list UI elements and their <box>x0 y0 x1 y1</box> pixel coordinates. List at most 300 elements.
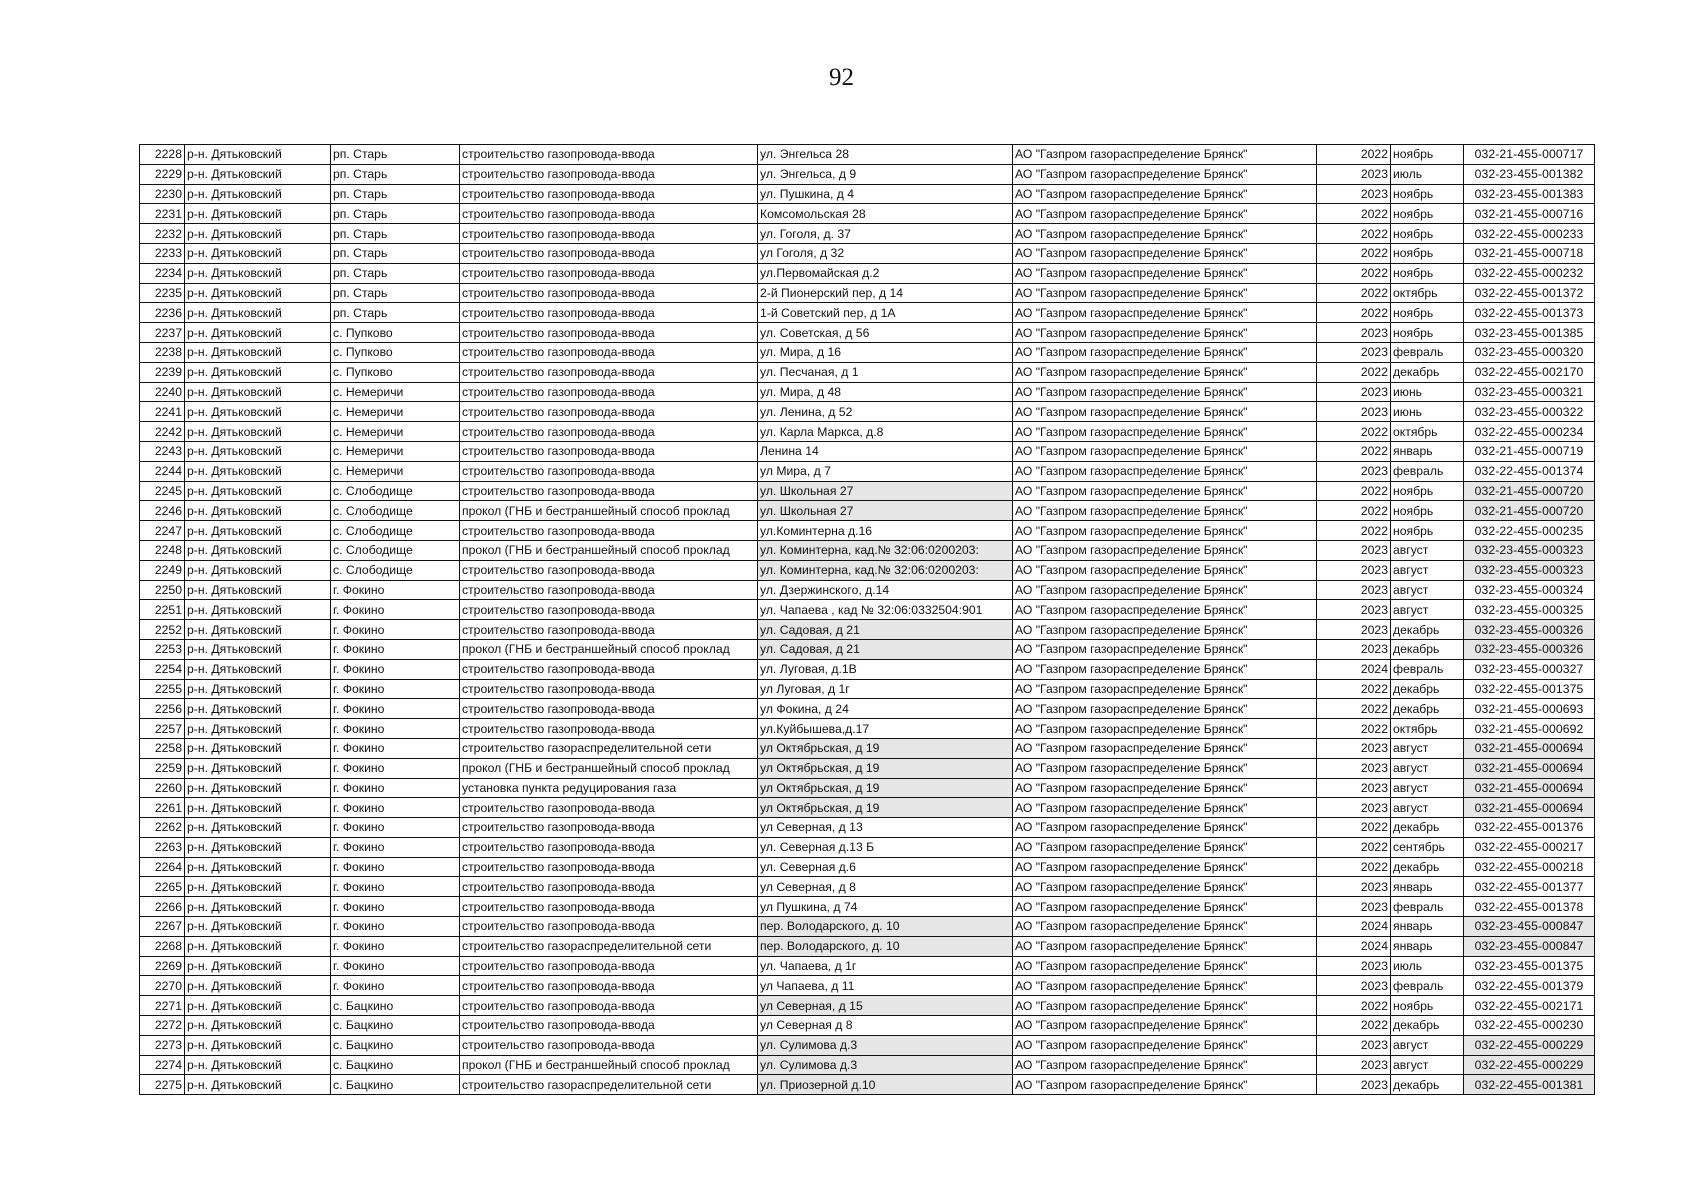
month-cell: декабрь <box>1391 699 1464 719</box>
month-cell: ноябрь <box>1391 521 1464 541</box>
district-cell: р-н. Дятьковский <box>185 758 331 778</box>
district-cell: р-н. Дятьковский <box>185 540 331 560</box>
district-cell: р-н. Дятьковский <box>185 560 331 580</box>
month-cell: октябрь <box>1391 422 1464 442</box>
month-cell: ноябрь <box>1391 501 1464 521</box>
locality-cell: рп. Старь <box>331 204 460 224</box>
year-cell: 2023 <box>1317 956 1391 976</box>
work-type-cell: строительство газопровода-ввода <box>460 679 758 699</box>
year-cell: 2023 <box>1317 778 1391 798</box>
locality-cell: г. Фокино <box>331 936 460 956</box>
locality-cell: с. Немеричи <box>331 402 460 422</box>
organization-cell: АО "Газпром газораспределение Брянск" <box>1013 877 1317 897</box>
district-cell: р-н. Дятьковский <box>185 323 331 343</box>
locality-cell: г. Фокино <box>331 837 460 857</box>
month-cell: август <box>1391 778 1464 798</box>
gas-works-table <box>139 144 1595 1095</box>
month-cell: декабрь <box>1391 620 1464 640</box>
locality-cell: с. Бацкино <box>331 1055 460 1075</box>
table-row <box>140 303 1595 323</box>
organization-cell: АО "Газпром газораспределение Брянск" <box>1013 263 1317 283</box>
address-cell: ул. Гоголя, д. 37 <box>758 224 1013 244</box>
work-type-cell: строительство газопровода-ввода <box>460 620 758 640</box>
organization-cell: АО "Газпром газораспределение Брянск" <box>1013 481 1317 501</box>
district-cell: р-н. Дятьковский <box>185 897 331 917</box>
work-type-cell: строительство газопровода-ввода <box>460 600 758 620</box>
table-row <box>140 323 1595 343</box>
year-cell: 2023 <box>1317 976 1391 996</box>
district-cell: р-н. Дятьковский <box>185 620 331 640</box>
locality-cell: с. Слободище <box>331 540 460 560</box>
month-cell: ноябрь <box>1391 145 1464 165</box>
month-cell: февраль <box>1391 897 1464 917</box>
locality-cell: с. Слободище <box>331 481 460 501</box>
work-type-cell: строительство газопровода-ввода <box>460 917 758 937</box>
row-number-cell: 2248 <box>140 540 185 560</box>
registry-code-cell: 032-22-455-001379 <box>1464 976 1595 996</box>
row-number-cell: 2256 <box>140 699 185 719</box>
address-cell: 1-й Советский пер, д 1А <box>758 303 1013 323</box>
table-row <box>140 738 1595 758</box>
organization-cell: АО "Газпром газораспределение Брянск" <box>1013 956 1317 976</box>
locality-cell: рп. Старь <box>331 243 460 263</box>
registry-code-cell: 032-23-455-000321 <box>1464 382 1595 402</box>
month-cell: август <box>1391 540 1464 560</box>
month-cell: декабрь <box>1391 362 1464 382</box>
table-row <box>140 184 1595 204</box>
address-cell: ул. Энгельса 28 <box>758 145 1013 165</box>
registry-code-cell: 032-21-455-000719 <box>1464 441 1595 461</box>
address-cell: ул. Песчаная, д 1 <box>758 362 1013 382</box>
organization-cell: АО "Газпром газораспределение Брянск" <box>1013 620 1317 640</box>
locality-cell: г. Фокино <box>331 798 460 818</box>
address-cell: ул. Чапаева, д 1г <box>758 956 1013 976</box>
organization-cell: АО "Газпром газораспределение Брянск" <box>1013 580 1317 600</box>
organization-cell: АО "Газпром газораспределение Брянск" <box>1013 204 1317 224</box>
locality-cell: с. Бацкино <box>331 996 460 1016</box>
locality-cell: рп. Старь <box>331 263 460 283</box>
registry-code-cell: 032-21-455-000720 <box>1464 501 1595 521</box>
row-number-cell: 2264 <box>140 857 185 877</box>
district-cell: р-н. Дятьковский <box>185 917 331 937</box>
registry-code-cell: 032-22-455-000218 <box>1464 857 1595 877</box>
address-cell: Ленина 14 <box>758 441 1013 461</box>
table-row <box>140 164 1595 184</box>
district-cell: р-н. Дятьковский <box>185 639 331 659</box>
address-cell: ул Луговая, д 1г <box>758 679 1013 699</box>
work-type-cell: прокол (ГНБ и бестраншейный способ проклад <box>460 501 758 521</box>
table-row <box>140 362 1595 382</box>
row-number-cell: 2272 <box>140 1016 185 1036</box>
year-cell: 2022 <box>1317 481 1391 501</box>
district-cell: р-н. Дятьковский <box>185 342 331 362</box>
organization-cell: АО "Газпром газораспределение Брянск" <box>1013 936 1317 956</box>
year-cell: 2022 <box>1317 224 1391 244</box>
row-number-cell: 2238 <box>140 342 185 362</box>
district-cell: р-н. Дятьковский <box>185 857 331 877</box>
month-cell: ноябрь <box>1391 323 1464 343</box>
month-cell: август <box>1391 798 1464 818</box>
organization-cell: АО "Газпром газораспределение Брянск" <box>1013 422 1317 442</box>
locality-cell: г. Фокино <box>331 659 460 679</box>
district-cell: р-н. Дятьковский <box>185 1055 331 1075</box>
locality-cell: с. Слободище <box>331 560 460 580</box>
month-cell: ноябрь <box>1391 184 1464 204</box>
organization-cell: АО "Газпром газораспределение Брянск" <box>1013 758 1317 778</box>
year-cell: 2023 <box>1317 560 1391 580</box>
year-cell: 2023 <box>1317 184 1391 204</box>
row-number-cell: 2268 <box>140 936 185 956</box>
row-number-cell: 2235 <box>140 283 185 303</box>
district-cell: р-н. Дятьковский <box>185 580 331 600</box>
row-number-cell: 2252 <box>140 620 185 640</box>
registry-code-cell: 032-23-455-000847 <box>1464 917 1595 937</box>
month-cell: август <box>1391 1055 1464 1075</box>
registry-code-cell: 032-22-455-000232 <box>1464 263 1595 283</box>
work-type-cell: строительство газопровода-ввода <box>460 659 758 679</box>
work-type-cell: строительство газопровода-ввода <box>460 402 758 422</box>
month-cell: декабрь <box>1391 857 1464 877</box>
row-number-cell: 2249 <box>140 560 185 580</box>
organization-cell: АО "Газпром газораспределение Брянск" <box>1013 738 1317 758</box>
year-cell: 2023 <box>1317 1055 1391 1075</box>
month-cell: ноябрь <box>1391 224 1464 244</box>
registry-code-cell: 032-23-455-000326 <box>1464 620 1595 640</box>
organization-cell: АО "Газпром газораспределение Брянск" <box>1013 996 1317 1016</box>
locality-cell: г. Фокино <box>331 857 460 877</box>
row-number-cell: 2233 <box>140 243 185 263</box>
organization-cell: АО "Газпром газораспределение Брянск" <box>1013 976 1317 996</box>
registry-code-cell: 032-23-455-001385 <box>1464 323 1595 343</box>
table-row <box>140 917 1595 937</box>
work-type-cell: строительство газопровода-ввода <box>460 263 758 283</box>
year-cell: 2022 <box>1317 837 1391 857</box>
organization-cell: АО "Газпром газораспределение Брянск" <box>1013 1075 1317 1095</box>
address-cell: ул Пушкина, д 74 <box>758 897 1013 917</box>
address-cell: ул. Школьная 27 <box>758 481 1013 501</box>
district-cell: р-н. Дятьковский <box>185 976 331 996</box>
address-cell: ул Гоголя, д 32 <box>758 243 1013 263</box>
year-cell: 2022 <box>1317 263 1391 283</box>
address-cell: ул. Школьная 27 <box>758 501 1013 521</box>
row-number-cell: 2253 <box>140 639 185 659</box>
year-cell: 2023 <box>1317 877 1391 897</box>
row-number-cell: 2250 <box>140 580 185 600</box>
row-number-cell: 2267 <box>140 917 185 937</box>
table-row <box>140 461 1595 481</box>
year-cell: 2023 <box>1317 382 1391 402</box>
locality-cell: рп. Старь <box>331 224 460 244</box>
work-type-cell: строительство газопровода-ввода <box>460 145 758 165</box>
row-number-cell: 2275 <box>140 1075 185 1095</box>
organization-cell: АО "Газпром газораспределение Брянск" <box>1013 441 1317 461</box>
address-cell: ул Северная, д 15 <box>758 996 1013 1016</box>
month-cell: февраль <box>1391 461 1464 481</box>
row-number-cell: 2240 <box>140 382 185 402</box>
locality-cell: г. Фокино <box>331 818 460 838</box>
work-type-cell: строительство газопровода-ввода <box>460 877 758 897</box>
address-cell: ул. Сулимова д.3 <box>758 1055 1013 1075</box>
table-row <box>140 620 1595 640</box>
year-cell: 2022 <box>1317 283 1391 303</box>
month-cell: ноябрь <box>1391 996 1464 1016</box>
year-cell: 2022 <box>1317 362 1391 382</box>
work-type-cell: строительство газопровода-ввода <box>460 382 758 402</box>
table-row <box>140 699 1595 719</box>
registry-code-cell: 032-21-455-000692 <box>1464 719 1595 739</box>
month-cell: февраль <box>1391 976 1464 996</box>
month-cell: август <box>1391 738 1464 758</box>
organization-cell: АО "Газпром газораспределение Брянск" <box>1013 184 1317 204</box>
table-row <box>140 204 1595 224</box>
address-cell: ул Фокина, д 24 <box>758 699 1013 719</box>
locality-cell: г. Фокино <box>331 719 460 739</box>
work-type-cell: прокол (ГНБ и бестраншейный способ проклад <box>460 540 758 560</box>
work-type-cell: строительство газопровода-ввода <box>460 580 758 600</box>
district-cell: р-н. Дятьковский <box>185 956 331 976</box>
row-number-cell: 2251 <box>140 600 185 620</box>
registry-code-cell: 032-22-455-001377 <box>1464 877 1595 897</box>
organization-cell: АО "Газпром газораспределение Брянск" <box>1013 600 1317 620</box>
district-cell: р-н. Дятьковский <box>185 461 331 481</box>
address-cell: ул. Коминтерна, кад.№ 32:06:0200203: <box>758 540 1013 560</box>
row-number-cell: 2257 <box>140 719 185 739</box>
registry-code-cell: 032-23-455-000327 <box>1464 659 1595 679</box>
organization-cell: АО "Газпром газораспределение Брянск" <box>1013 540 1317 560</box>
table-row <box>140 1075 1595 1095</box>
row-number-cell: 2236 <box>140 303 185 323</box>
work-type-cell: строительство газопровода-ввода <box>460 798 758 818</box>
locality-cell: г. Фокино <box>331 580 460 600</box>
address-cell: ул.Коминтерна д.16 <box>758 521 1013 541</box>
table-row <box>140 1055 1595 1075</box>
row-number-cell: 2230 <box>140 184 185 204</box>
registry-code-cell: 032-22-455-002171 <box>1464 996 1595 1016</box>
month-cell: февраль <box>1391 342 1464 362</box>
district-cell: р-н. Дятьковский <box>185 936 331 956</box>
address-cell: ул. Садовая, д 21 <box>758 620 1013 640</box>
work-type-cell: строительство газопровода-ввода <box>460 897 758 917</box>
table-row <box>140 560 1595 580</box>
registry-code-cell: 032-21-455-000694 <box>1464 798 1595 818</box>
organization-cell: АО "Газпром газораспределение Брянск" <box>1013 679 1317 699</box>
work-type-cell: строительство газопровода-ввода <box>460 521 758 541</box>
registry-code-cell: 032-22-455-001376 <box>1464 818 1595 838</box>
organization-cell: АО "Газпром газораспределение Брянск" <box>1013 897 1317 917</box>
year-cell: 2023 <box>1317 738 1391 758</box>
registry-code-cell: 032-21-455-000694 <box>1464 758 1595 778</box>
locality-cell: с. Немеричи <box>331 422 460 442</box>
year-cell: 2024 <box>1317 917 1391 937</box>
organization-cell: АО "Газпром газораспределение Брянск" <box>1013 778 1317 798</box>
month-cell: ноябрь <box>1391 204 1464 224</box>
registry-code-cell: 032-22-455-000229 <box>1464 1035 1595 1055</box>
organization-cell: АО "Газпром газораспределение Брянск" <box>1013 818 1317 838</box>
address-cell: ул. Садовая, д 21 <box>758 639 1013 659</box>
registry-code-cell: 032-22-455-000230 <box>1464 1016 1595 1036</box>
locality-cell: с. Бацкино <box>331 1075 460 1095</box>
district-cell: р-н. Дятьковский <box>185 441 331 461</box>
table-row <box>140 283 1595 303</box>
year-cell: 2023 <box>1317 540 1391 560</box>
address-cell: ул Октябрьская, д 19 <box>758 798 1013 818</box>
work-type-cell: строительство газопровода-ввода <box>460 1016 758 1036</box>
district-cell: р-н. Дятьковский <box>185 263 331 283</box>
organization-cell: АО "Газпром газораспределение Брянск" <box>1013 342 1317 362</box>
row-number-cell: 2263 <box>140 837 185 857</box>
registry-code-cell: 032-23-455-000323 <box>1464 540 1595 560</box>
work-type-cell: строительство газопровода-ввода <box>460 976 758 996</box>
work-type-cell: прокол (ГНБ и бестраншейный способ проклад <box>460 758 758 778</box>
row-number-cell: 2232 <box>140 224 185 244</box>
organization-cell: АО "Газпром газораспределение Брянск" <box>1013 501 1317 521</box>
address-cell: ул Октябрьская, д 19 <box>758 738 1013 758</box>
address-cell: ул. Пушкина, д 4 <box>758 184 1013 204</box>
row-number-cell: 2247 <box>140 521 185 541</box>
work-type-cell: строительство газораспределительной сети <box>460 936 758 956</box>
month-cell: июнь <box>1391 402 1464 422</box>
registry-code-cell: 032-22-455-000229 <box>1464 1055 1595 1075</box>
organization-cell: АО "Газпром газораспределение Брянск" <box>1013 243 1317 263</box>
address-cell: Комсомольская 28 <box>758 204 1013 224</box>
year-cell: 2022 <box>1317 679 1391 699</box>
row-number-cell: 2261 <box>140 798 185 818</box>
district-cell: р-н. Дятьковский <box>185 818 331 838</box>
district-cell: р-н. Дятьковский <box>185 1035 331 1055</box>
address-cell: ул Северная, д 8 <box>758 877 1013 897</box>
table-row <box>140 719 1595 739</box>
district-cell: р-н. Дятьковский <box>185 303 331 323</box>
table-row <box>140 976 1595 996</box>
locality-cell: с. Слободище <box>331 521 460 541</box>
district-cell: р-н. Дятьковский <box>185 243 331 263</box>
work-type-cell: строительство газопровода-ввода <box>460 481 758 501</box>
work-type-cell: прокол (ГНБ и бестраншейный способ проклад <box>460 1055 758 1075</box>
work-type-cell: строительство газопровода-ввода <box>460 164 758 184</box>
work-type-cell: строительство газораспределительной сети <box>460 1075 758 1095</box>
row-number-cell: 2273 <box>140 1035 185 1055</box>
row-number-cell: 2265 <box>140 877 185 897</box>
table-row <box>140 996 1595 1016</box>
district-cell: р-н. Дятьковский <box>185 521 331 541</box>
year-cell: 2022 <box>1317 719 1391 739</box>
organization-cell: АО "Газпром газораспределение Брянск" <box>1013 164 1317 184</box>
district-cell: р-н. Дятьковский <box>185 145 331 165</box>
district-cell: р-н. Дятьковский <box>185 659 331 679</box>
address-cell: ул. Приозерной д.10 <box>758 1075 1013 1095</box>
locality-cell: г. Фокино <box>331 976 460 996</box>
month-cell: декабрь <box>1391 679 1464 699</box>
work-type-cell: строительство газопровода-ввода <box>460 224 758 244</box>
district-cell: р-н. Дятьковский <box>185 184 331 204</box>
row-number-cell: 2259 <box>140 758 185 778</box>
month-cell: январь <box>1391 877 1464 897</box>
address-cell: ул. Дзержинского, д.14 <box>758 580 1013 600</box>
registry-code-cell: 032-21-455-000720 <box>1464 481 1595 501</box>
year-cell: 2023 <box>1317 798 1391 818</box>
locality-cell: г. Фокино <box>331 956 460 976</box>
table-row <box>140 837 1595 857</box>
row-number-cell: 2258 <box>140 738 185 758</box>
district-cell: р-н. Дятьковский <box>185 600 331 620</box>
table-row <box>140 798 1595 818</box>
row-number-cell: 2244 <box>140 461 185 481</box>
table-row <box>140 600 1595 620</box>
locality-cell: рп. Старь <box>331 283 460 303</box>
registry-code-cell: 032-21-455-000694 <box>1464 738 1595 758</box>
locality-cell: с. Немеричи <box>331 461 460 481</box>
table-row <box>140 877 1595 897</box>
address-cell: ул Чапаева, д 11 <box>758 976 1013 996</box>
organization-cell: АО "Газпром газораспределение Брянск" <box>1013 382 1317 402</box>
year-cell: 2023 <box>1317 1075 1391 1095</box>
registry-code-cell: 032-22-455-001372 <box>1464 283 1595 303</box>
registry-code-cell: 032-22-455-001373 <box>1464 303 1595 323</box>
address-cell: ул. Чапаева , кад № 32:06:0332504:901 <box>758 600 1013 620</box>
year-cell: 2022 <box>1317 501 1391 521</box>
work-type-cell: строительство газопровода-ввода <box>460 837 758 857</box>
work-type-cell: строительство газопровода-ввода <box>460 719 758 739</box>
district-cell: р-н. Дятьковский <box>185 362 331 382</box>
row-number-cell: 2271 <box>140 996 185 1016</box>
month-cell: ноябрь <box>1391 303 1464 323</box>
table-row <box>140 897 1595 917</box>
year-cell: 2022 <box>1317 303 1391 323</box>
district-cell: р-н. Дятьковский <box>185 778 331 798</box>
row-number-cell: 2255 <box>140 679 185 699</box>
registry-code-cell: 032-21-455-000718 <box>1464 243 1595 263</box>
district-cell: р-н. Дятьковский <box>185 679 331 699</box>
work-type-cell: строительство газопровода-ввода <box>460 996 758 1016</box>
locality-cell: г. Фокино <box>331 758 460 778</box>
page-number: 92 <box>829 64 854 91</box>
locality-cell: рп. Старь <box>331 164 460 184</box>
year-cell: 2023 <box>1317 600 1391 620</box>
year-cell: 2022 <box>1317 422 1391 442</box>
locality-cell: г. Фокино <box>331 897 460 917</box>
address-cell: ул. Мира, д 48 <box>758 382 1013 402</box>
year-cell: 2022 <box>1317 204 1391 224</box>
row-number-cell: 2241 <box>140 402 185 422</box>
table-row <box>140 521 1595 541</box>
year-cell: 2023 <box>1317 580 1391 600</box>
address-cell: ул. Коминтерна, кад.№ 32:06:0200203: <box>758 560 1013 580</box>
year-cell: 2022 <box>1317 521 1391 541</box>
address-cell: ул Северная, д 13 <box>758 818 1013 838</box>
locality-cell: г. Фокино <box>331 877 460 897</box>
month-cell: январь <box>1391 917 1464 937</box>
address-cell: ул. Мира, д 16 <box>758 342 1013 362</box>
registry-code-cell: 032-22-455-000217 <box>1464 837 1595 857</box>
district-cell: р-н. Дятьковский <box>185 283 331 303</box>
organization-cell: АО "Газпром газораспределение Брянск" <box>1013 699 1317 719</box>
row-number-cell: 2260 <box>140 778 185 798</box>
district-cell: р-н. Дятьковский <box>185 501 331 521</box>
year-cell: 2022 <box>1317 441 1391 461</box>
address-cell: ул. Карла Маркса, д.8 <box>758 422 1013 442</box>
work-type-cell: прокол (ГНБ и бестраншейный способ проклад <box>460 639 758 659</box>
month-cell: октябрь <box>1391 719 1464 739</box>
month-cell: август <box>1391 758 1464 778</box>
work-type-cell: строительство газопровода-ввода <box>460 461 758 481</box>
locality-cell: г. Фокино <box>331 620 460 640</box>
work-type-cell: строительство газопровода-ввода <box>460 956 758 976</box>
table-row <box>140 501 1595 521</box>
locality-cell: рп. Старь <box>331 184 460 204</box>
address-cell: пер. Володарского, д. 10 <box>758 936 1013 956</box>
month-cell: ноябрь <box>1391 243 1464 263</box>
district-cell: р-н. Дятьковский <box>185 382 331 402</box>
